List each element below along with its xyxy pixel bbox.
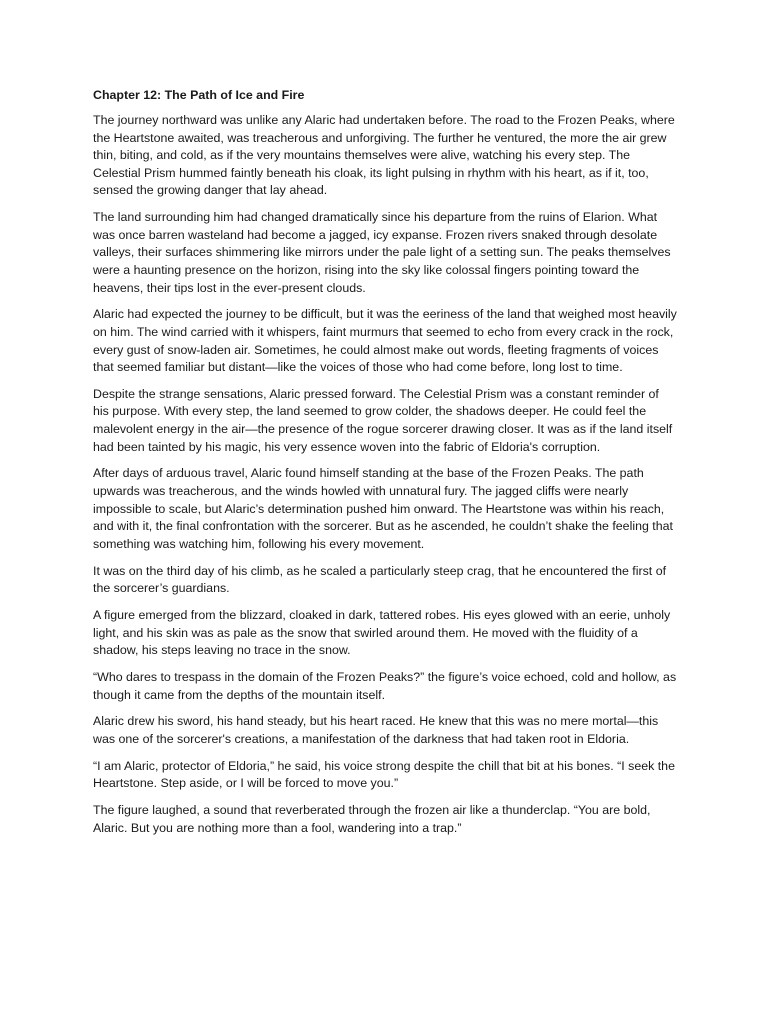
paragraph: Despite the strange sensations, Alaric pressed forward. The Celestial Prism was a constant reminder of his purpose. With every step, the land seemed to grow colder, the shadows deeper. He could feel the malevolent energy in the air—the presence of the rogue sorcerer drawing closer. It was as if the land itself had been tainted by his magic, his very essence woven into the fabric of Eldoria's corruption. bbox=[93, 386, 673, 454]
chapter-title: Chapter 12: The Path of Ice and Fire bbox=[93, 88, 305, 102]
paragraph: Alaric drew his sword, his hand steady, but his heart raced. He knew that this was no mere mortal—this was one of the sorcerer's creations, a manifestation of the darkness that had taken root in Eldoria. bbox=[93, 714, 659, 746]
paragraph: “I am Alaric, protector of Eldoria,” he said, his voice strong despite the chill that bit at his bones. “I seek the Heartstone. Step aside, or I will be forced to move you.” bbox=[93, 758, 675, 791]
paragraph: A figure emerged from the blizzard, cloaked in dark, tattered robes. His eyes glowed with an eerie, unholy light, and his skin was as pale as the snow that swirled around them. He moved with the fluidity of a shadow, his steps leaving no trace in the snow. bbox=[93, 607, 671, 658]
paragraph: The figure laughed, a sound that reverberated through the frozen air like a thunderclap. “You are bold, Alaric. But you are nothing more than a fool, wandering into a trap.” bbox=[93, 803, 651, 835]
paragraph: The land surrounding him had changed dramatically since his departure from the ruins of Elarion. What was once barren wasteland had become a jagged, icy expanse. Frozen rivers snaked through desolate valleys, their surfaces shimmering like mirrors under the pale light of a setting sun. The peaks themselves were a haunting presence on the horizon, rising into the sky like colossal fingers pointing toward the heavens, their tips lost in the ever-present clouds. bbox=[93, 210, 671, 295]
paragraph: “Who dares to trespass in the domain of the Frozen Peaks?” the figure’s voice echoed, cold and hollow, as though it came from the depths of the mountain itself. bbox=[93, 669, 677, 702]
paragraph: After days of arduous travel, Alaric found himself standing at the base of the Frozen Peaks. The path upwards was treacherous, and the winds howled with unnatural fury. The jagged cliffs were nearly impossible to scale, but Alaric’s determination pushed him onward. The Heartstone was within his reach, and with it, the final confrontation with the sorcerer. But as he ascended, he couldn’t shake the feeling that something was watching him, following his every movement. bbox=[93, 466, 673, 551]
paragraph: The journey northward was unlike any Alaric had undertaken before. The road to the Frozen Peaks, where the Heartstone awaited, was treacherous and unforgiving. The further he ventured, the more the air grew thin, biting, and cold, as if the very mountains themselves were alive, watching his every step. The Celestial Prism hummed faintly beneath his cloak, its light pulsing in rhythm with his heart, as if it, too, sensed the growing danger that lay ahead. bbox=[93, 113, 675, 198]
paragraph: It was on the third day of his climb, as he scaled a particularly steep crag, that he encountered the first of the sorcerer’s guardians. bbox=[93, 563, 667, 596]
document-page bbox=[93, 86, 678, 846]
paragraph: Alaric had expected the journey to be difficult, but it was the eeriness of the land that weighed most heavily on him. The wind carried with it whispers, faint murmurs that seemed to echo from every crack in the rock, every gust of snow-laden air. Sometimes, he could almost make out words, fleeting fragments of voices that seemed familiar but distant—like the voices of those who had come before, long lost to time. bbox=[93, 307, 677, 375]
